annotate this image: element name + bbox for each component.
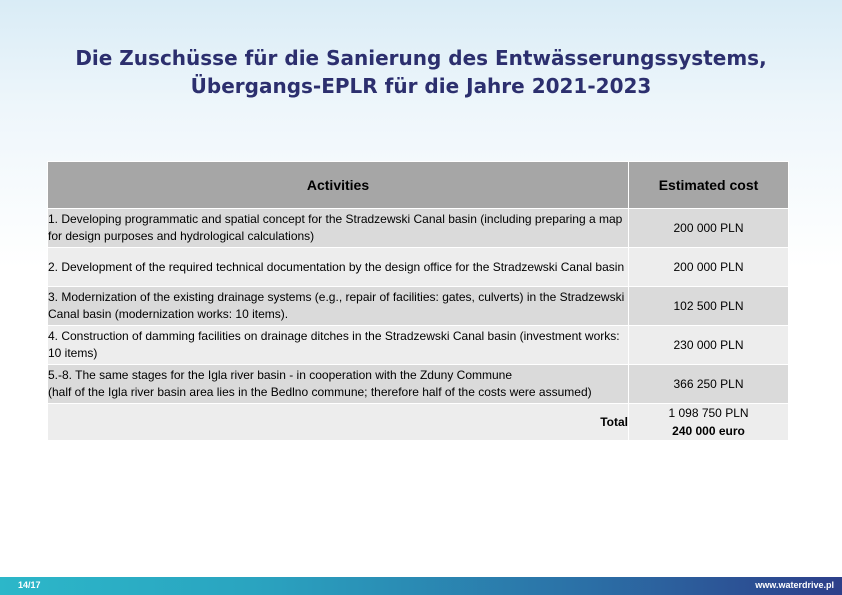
- website-link[interactable]: www.waterdrive.pl: [755, 580, 834, 590]
- total-cost-cell: [629, 404, 789, 441]
- activity-cell: 1. Developing programmatic and spatial concept for the Stradzewski Canal basin (including preparing a map for design purposes and hydrological calculations): [48, 209, 629, 248]
- table-row: [48, 248, 789, 287]
- activity-cell: [48, 365, 629, 404]
- total-row: [48, 404, 789, 441]
- cost-cell: 366 250 PLN: [629, 365, 789, 404]
- activity-cell: 2. Development of the required technical documentation by the design office for the Stradzewski Canal basin: [48, 248, 629, 287]
- title-line-1: Die Zuschüsse für die Sanierung des Entwässerungssystems,: [75, 46, 767, 70]
- activity-cell: 3. Modernization of the existing drainage systems (e.g., repair of facilities: gates, culverts) in the Stradzewski Canal basin (modernization works: 10 items).: [48, 287, 629, 326]
- cost-cell: 200 000 PLN: [629, 209, 789, 248]
- cost-cell: 200 000 PLN: [629, 248, 789, 287]
- table-row: [48, 365, 789, 404]
- table-row: [48, 287, 789, 326]
- cost-cell: 102 500 PLN: [629, 287, 789, 326]
- total-pln: 1 098 750 PLN: [668, 406, 749, 420]
- activities-cost-table: [47, 161, 789, 441]
- total-label: Total: [48, 404, 629, 441]
- activity-line: 5.-8. The same stages for the Igla river basin - in cooperation with the Zduny Commune: [48, 368, 513, 382]
- table-row: [48, 209, 789, 248]
- header-activities: Activities: [48, 162, 629, 209]
- title-line-2: Übergangs-EPLR für die Jahre 2021-2023: [190, 74, 652, 98]
- activity-cell: 4. Construction of damming facilities on drainage ditches in the Stradzewski Canal basin (investment works: 10 items): [48, 326, 629, 365]
- table-header-row: [48, 162, 789, 209]
- cost-cell: 230 000 PLN: [629, 326, 789, 365]
- activity-line: (half of the Igla river basin area lies in the Bedlno commune; therefore half of the costs were assumed): [48, 385, 592, 399]
- table-row: [48, 326, 789, 365]
- total-euro: 240 000 euro: [672, 424, 745, 438]
- page-number: 14/17: [18, 580, 41, 590]
- page-title: [0, 44, 842, 100]
- header-estimated-cost: Estimated cost: [629, 162, 789, 209]
- footer-bar: [0, 577, 842, 595]
